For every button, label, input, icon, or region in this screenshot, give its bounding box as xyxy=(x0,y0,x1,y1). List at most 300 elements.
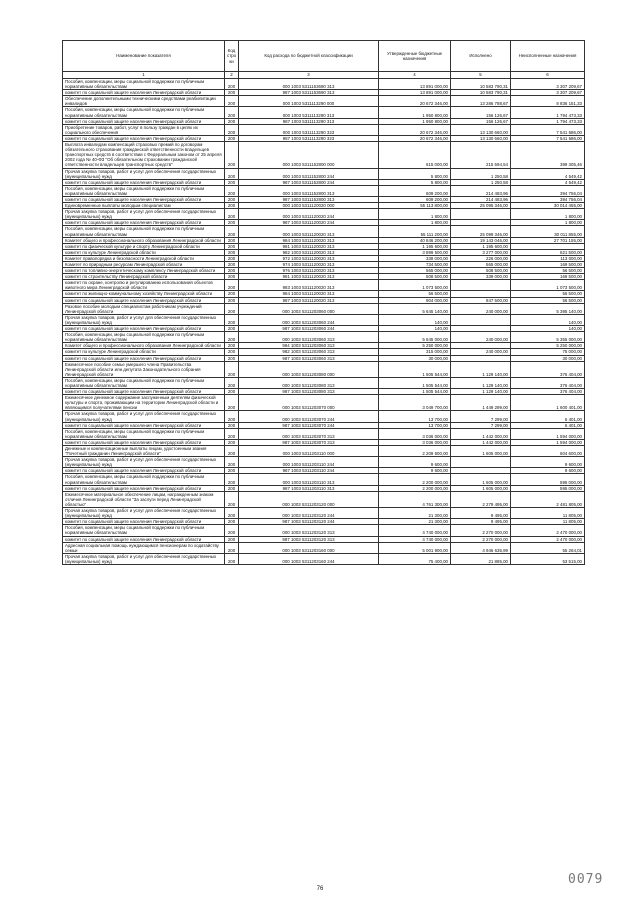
row-remaining: 9 600,00 xyxy=(511,468,585,474)
row-approved: 1 505 544,00 xyxy=(379,377,451,388)
row-name: комитет по социальной защите населения Ленинградской области xyxy=(63,90,225,96)
table-row xyxy=(63,525,585,536)
row-remaining: 595 000,00 xyxy=(511,474,585,485)
row-approved: 508 500,00 xyxy=(379,274,451,280)
row-name: Ежемесячное пособие семье умершего члена Правительства Ленинградской области или депутата Законодательного собрания Ленинградской области xyxy=(63,361,225,377)
row-line-code: 200 xyxy=(225,474,239,485)
row-remaining: 1 800,00 xyxy=(511,220,585,226)
row-executed: 156 126,67 xyxy=(451,107,511,118)
table-row xyxy=(63,274,585,280)
row-name: комитет по топливно-энергетическому комплексу Ленинградской области xyxy=(63,268,225,274)
row-name: Пособия, компенсации, меры социальной поддержки по публичным нормативным обязательствам xyxy=(63,474,225,485)
row-remaining: 1 594 000,00 xyxy=(511,439,585,445)
row-line-code: 200 xyxy=(225,249,239,255)
row-remaining: 8 836 151,33 xyxy=(511,96,585,107)
header-approved: Утвержденные бюджетные назначения xyxy=(379,41,451,72)
row-remaining: 2 470 000,00 xyxy=(511,525,585,536)
row-approved: 40 846 200,00 xyxy=(379,237,451,243)
row-name: комитет по социальной защите населения Ленинградской области xyxy=(63,485,225,491)
row-name: комитет по социальной защите населения Ленинградской области xyxy=(63,422,225,428)
row-name: комитет по социальной защите населения Ленинградской области xyxy=(63,536,225,542)
row-remaining: 399 305,46 xyxy=(511,142,585,168)
row-executed: 25 099 346,00 xyxy=(451,226,511,237)
row-approved: 4 761 300,00 xyxy=(379,491,451,507)
table-row xyxy=(63,209,585,220)
row-line-code: 200 xyxy=(225,90,239,96)
row-remaining: 5 355 000,00 xyxy=(511,332,585,343)
row-budget-code: 987 1003 5311203060 313 xyxy=(239,355,379,361)
row-line-code: 200 xyxy=(225,185,239,196)
row-budget-code: 000 1003 5311152800 244 xyxy=(239,168,379,179)
row-remaining: 4 549,42 xyxy=(511,168,585,179)
row-remaining: 2 470 000,00 xyxy=(511,536,585,542)
row-name: комитет по культуре Ленинградской области xyxy=(63,249,225,255)
row-executed: 508 500,00 xyxy=(451,268,511,274)
row-budget-code: 987 1003 5311120020 313 xyxy=(239,297,379,303)
row-line-code: 200 xyxy=(225,255,239,261)
row-budget-code: 987 1003 5311113290 313 xyxy=(239,118,379,124)
row-name: комитет по социальной защите населения Ленинградской области xyxy=(63,135,225,141)
row-approved: 140,00 xyxy=(379,314,451,325)
row-name: Пособия, компенсации, меры социальной поддержки по публичным нормативным обязательствам xyxy=(63,332,225,343)
row-executed: 1 442 000,00 xyxy=(451,439,511,445)
row-line-code: 200 xyxy=(225,168,239,179)
row-executed: 1 129 140,00 xyxy=(451,389,511,395)
row-remaining: 140,00 xyxy=(511,314,585,325)
row-budget-code: 000 1003 5311152800 000 xyxy=(239,142,379,168)
row-approved: 3 049 700,00 xyxy=(379,395,451,411)
row-executed: 215 594,54 xyxy=(451,142,511,168)
row-approved: 904 000,00 xyxy=(379,297,451,303)
table-row xyxy=(63,508,585,519)
row-name: Ежемесячное материальное обеспечение лицам, награжденным знаком отличия Ленинградской области "За заслуги перед Ленинградской областью" xyxy=(63,491,225,507)
row-line-code: 200 xyxy=(225,291,239,297)
row-line-code: 200 xyxy=(225,542,239,553)
row-executed: 2 270 000,00 xyxy=(451,525,511,536)
row-line-code: 200 xyxy=(225,377,239,388)
table-row xyxy=(63,297,585,303)
row-remaining: 7 541 686,00 xyxy=(511,135,585,141)
row-remaining: 1 794 473,33 xyxy=(511,107,585,118)
row-executed: 1 605 000,00 xyxy=(451,485,511,491)
row-remaining: 3 307 209,67 xyxy=(511,90,585,96)
table-row xyxy=(63,124,585,135)
row-line-code: 200 xyxy=(225,395,239,411)
row-approved: 734 500,00 xyxy=(379,262,451,268)
row-executed xyxy=(451,457,511,468)
row-approved: 5 250 000,00 xyxy=(379,343,451,349)
row-line-code: 200 xyxy=(225,280,239,291)
row-name: Пособия, компенсации, меры социальной поддержки по публичным нормативным обязательствам xyxy=(63,525,225,536)
row-remaining: 53 515,00 xyxy=(511,553,585,564)
row-name: комитет по охране, контролю и регулированию использования объектов животного мира Ленинградской области xyxy=(63,280,225,291)
row-line-code: 200 xyxy=(225,491,239,507)
row-name: Прочая закупка товаров, работ и услуг для обеспечения государственных (муниципальных) нужд xyxy=(63,168,225,179)
row-budget-code: 987 1003 5311120020 244 xyxy=(239,220,379,226)
row-budget-code: 987 1003 5311152800 244 xyxy=(239,179,379,185)
row-executed: 1 449 299,00 xyxy=(451,395,511,411)
row-remaining: 595 000,00 xyxy=(511,485,585,491)
row-executed: 9 495,00 xyxy=(451,519,511,525)
table-row xyxy=(63,303,585,314)
row-executed: 1 129 140,00 xyxy=(451,377,511,388)
row-name: Комитет общего и профессионального образования Ленинградской области xyxy=(63,237,225,243)
row-executed: 13 286 788,67 xyxy=(451,96,511,107)
row-executed: 2 279 495,00 xyxy=(451,491,511,507)
row-approved: 30 000,00 xyxy=(379,355,451,361)
table-row xyxy=(63,268,585,274)
row-name: Пособия, компенсации, меры социальной поддержки по публичным нормативным обязательствам xyxy=(63,377,225,388)
row-line-code: 200 xyxy=(225,361,239,377)
table-row xyxy=(63,553,585,564)
row-line-code: 200 xyxy=(225,118,239,124)
table-row xyxy=(63,118,585,124)
table-row xyxy=(63,262,585,268)
row-name: комитет по социальной защите населения Ленинградской области xyxy=(63,179,225,185)
row-remaining: 6 401,00 xyxy=(511,422,585,428)
row-executed: 10 583 790,31 xyxy=(451,79,511,90)
row-executed: 240 000,00 xyxy=(451,349,511,355)
row-executed: 1 250,58 xyxy=(451,168,511,179)
row-budget-code: 000 1003 5311203070 000 xyxy=(239,395,379,411)
row-budget-code: 000 1003 5311203110 000 xyxy=(239,446,379,457)
row-approved: 55 111 200,00 xyxy=(379,226,451,237)
row-budget-code: 000 1003 5311120020 313 xyxy=(239,226,379,237)
row-approved: 1 800,00 xyxy=(379,209,451,220)
column-index: 1 xyxy=(63,72,225,79)
row-executed: 25 095 346,00 xyxy=(451,203,511,209)
row-name: комитет по социальной защите населения Ленинградской области xyxy=(63,468,225,474)
row-name: Ежемесячное денежное содержание заслуженным деятелям физической культуры и спорта, проживающим на территории Ленинградской области и являющимся получателями пенсии xyxy=(63,395,225,411)
row-line-code: 200 xyxy=(225,220,239,226)
row-line-code: 200 xyxy=(225,355,239,361)
row-name: комитет по культуре Ленинградской области xyxy=(63,349,225,355)
row-budget-code: 000 1003 5311203060 313 xyxy=(239,332,379,343)
row-executed: 2 270 000,00 xyxy=(451,536,511,542)
table-row xyxy=(63,485,585,491)
column-index-row xyxy=(63,72,585,79)
row-approved: 5 800,00 xyxy=(379,168,451,179)
row-name: Пособия, компенсации, меры социальной поддержки по публичным нормативным обязательствам xyxy=(63,226,225,237)
row-line-code: 200 xyxy=(225,196,239,202)
table-row xyxy=(63,542,585,553)
column-index: 5 xyxy=(451,72,511,79)
row-remaining: 394 756,04 xyxy=(511,185,585,196)
row-approved: 5 001 900,00 xyxy=(379,542,451,553)
row-executed: 4 946 635,99 xyxy=(451,542,511,553)
row-executed: 10 583 790,31 xyxy=(451,90,511,96)
table-row xyxy=(63,237,585,243)
row-approved: 20 672 346,00 xyxy=(379,135,451,141)
row-line-code: 200 xyxy=(225,428,239,439)
row-name: Прочая закупка товаров, работ и услуг для обеспечения государственных (муниципальных) нужд xyxy=(63,553,225,564)
row-remaining: 394 756,04 xyxy=(511,196,585,202)
row-approved: 5 645 000,00 xyxy=(379,332,451,343)
table-row xyxy=(63,168,585,179)
row-budget-code: 000 1003 5311203120 000 xyxy=(239,491,379,507)
row-budget-code: 000 1003 5311203120 313 xyxy=(239,525,379,536)
row-budget-code: 982 1003 5311120020 313 xyxy=(239,249,379,255)
row-remaining: 604 600,00 xyxy=(511,446,585,457)
row-budget-code: 984 1003 5311120020 313 xyxy=(239,291,379,297)
table-row xyxy=(63,142,585,168)
row-approved: 13 700,00 xyxy=(379,422,451,428)
row-name: Обеспечение дополнительными техническими средствами реабилитации инвалидов xyxy=(63,96,225,107)
row-executed: 565 000,00 xyxy=(451,262,511,268)
table-row xyxy=(63,428,585,439)
row-name: Комитет по природным ресурсам Ленинградской области xyxy=(63,262,225,268)
row-executed: 1 195 600,00 xyxy=(451,243,511,249)
row-executed: 156 126,67 xyxy=(451,118,511,124)
row-approved: 2 209 600,00 xyxy=(379,446,451,457)
table-header-row xyxy=(63,41,585,72)
row-budget-code: 000 1003 5311203060 000 xyxy=(239,303,379,314)
row-name: комитет по социальной защите населения Ленинградской области xyxy=(63,326,225,332)
row-name: комитет по социальной защите населения Ленинградской области xyxy=(63,118,225,124)
row-name: комитет по социальной защите населения Ленинградской области xyxy=(63,355,225,361)
row-approved: 1 505 544,00 xyxy=(379,361,451,377)
column-index: 2 xyxy=(225,72,239,79)
row-name: Комитет общего и профессионального образования Ленинградской области xyxy=(63,343,225,349)
header-executed: Исполнено xyxy=(451,41,511,72)
row-budget-code: 000 1003 5311203110 313 xyxy=(239,474,379,485)
table-row xyxy=(63,491,585,507)
row-approved: 4 740 000,00 xyxy=(379,525,451,536)
row-remaining: 11 805,00 xyxy=(511,519,585,525)
page-number: 76 xyxy=(316,886,324,892)
row-executed xyxy=(451,314,511,325)
row-budget-code: 000 1003 5311203110 244 xyxy=(239,457,379,468)
row-executed: 240 000,00 xyxy=(451,303,511,314)
table-row xyxy=(63,519,585,525)
row-remaining: 30 014 455,00 xyxy=(511,203,585,209)
row-line-code: 200 xyxy=(225,79,239,90)
row-name: Адресная социальная помощь нуждающимся пенсионерам по ходатайству семьи xyxy=(63,542,225,553)
row-approved: 75 400,00 xyxy=(379,553,451,564)
row-line-code: 200 xyxy=(225,468,239,474)
row-remaining: 30 011 855,00 xyxy=(511,226,585,237)
row-name: Единовременные выплаты молодым специалистам xyxy=(63,203,225,209)
row-approved: 5 800,00 xyxy=(379,179,451,185)
table-row xyxy=(63,203,585,209)
row-executed: 1 605 000,00 xyxy=(451,474,511,485)
row-approved: 609 200,00 xyxy=(379,185,451,196)
row-remaining: 3 307 209,67 xyxy=(511,79,585,90)
column-index: 4 xyxy=(379,72,451,79)
report-page xyxy=(62,40,584,565)
row-approved: 5 645 140,00 xyxy=(379,303,451,314)
row-executed: 21 885,00 xyxy=(451,553,511,564)
row-name: Пособия, компенсации, меры социальной поддержки по публичным нормативным обязательствам xyxy=(63,79,225,90)
row-line-code: 200 xyxy=(225,326,239,332)
row-line-code: 200 xyxy=(225,96,239,107)
row-remaining: 27 701 155,00 xyxy=(511,237,585,243)
row-budget-code: 981 1003 5311120020 313 xyxy=(239,274,379,280)
row-budget-code: 987 1003 5311203120 313 xyxy=(239,536,379,542)
row-approved: 3 036 000,00 xyxy=(379,428,451,439)
row-executed xyxy=(451,209,511,220)
row-executed xyxy=(451,280,511,291)
row-line-code: 200 xyxy=(225,525,239,536)
table-row xyxy=(63,79,585,90)
row-name: Прочая закупка товаров, работ и услуг для обеспечения государственных (муниципальных) нужд xyxy=(63,411,225,422)
row-line-code: 200 xyxy=(225,314,239,325)
row-remaining: 1 794 473,33 xyxy=(511,118,585,124)
table-row xyxy=(63,255,585,261)
row-line-code: 200 xyxy=(225,553,239,564)
row-remaining: 1 073 500,00 xyxy=(511,280,585,291)
row-budget-code: 000 1003 5311152800 313 xyxy=(239,185,379,196)
row-budget-code: 000 1003 5311113290 313 xyxy=(239,107,379,118)
row-executed: 1 129 140,00 xyxy=(451,361,511,377)
row-name: Выплата инвалидам компенсаций страховых премий по договорам обязательного страхования гражданской ответственности владельцев транспортных средств в соответствии с Федеральным законом от 25 апреля 2002 года № 40-ФЗ "Об обязательном страховании гражданской ответственности владельцев транспортных средств" xyxy=(63,142,225,168)
row-executed: 847 500,00 xyxy=(451,297,511,303)
row-budget-code: 000 1003 5311203160 244 xyxy=(239,553,379,564)
row-budget-code: 000 1003 5311203080 313 xyxy=(239,377,379,388)
row-remaining: 1 800,00 xyxy=(511,209,585,220)
row-name: комитет по социальной защите населения Ленинградской области xyxy=(63,220,225,226)
row-remaining: 376 404,00 xyxy=(511,361,585,377)
table-row xyxy=(63,332,585,343)
table-row xyxy=(63,474,585,485)
page-stamp: 0079 xyxy=(568,872,604,887)
table-row xyxy=(63,179,585,185)
row-approved: 1 800,00 xyxy=(379,220,451,226)
row-remaining: 376 404,00 xyxy=(511,377,585,388)
row-budget-code: 987 1003 5311203070 313 xyxy=(239,439,379,445)
row-approved: 2 200 000,00 xyxy=(379,474,451,485)
row-line-code: 200 xyxy=(225,124,239,135)
table-row xyxy=(63,361,585,377)
row-executed: 1 442 000,00 xyxy=(451,428,511,439)
row-budget-code: 000 1003 5311203080 000 xyxy=(239,361,379,377)
table-row xyxy=(63,107,585,118)
row-approved: 9 600,00 xyxy=(379,468,451,474)
row-line-code: 200 xyxy=(225,332,239,343)
row-line-code: 200 xyxy=(225,389,239,395)
row-line-code: 200 xyxy=(225,485,239,491)
row-remaining: 376 404,00 xyxy=(511,389,585,395)
row-approved: 21 300,00 xyxy=(379,508,451,519)
row-budget-code: 972 1003 5311120020 313 xyxy=(239,255,379,261)
row-line-code: 200 xyxy=(225,303,239,314)
row-approved: 9 600,00 xyxy=(379,457,451,468)
table-row xyxy=(63,411,585,422)
row-name: Прочая закупка товаров, работ и услуг для обеспечения государственных (муниципальных) нужд xyxy=(63,314,225,325)
table-row xyxy=(63,457,585,468)
row-approved: 1 950 800,00 xyxy=(379,107,451,118)
row-budget-code: 984 1003 5311120020 313 xyxy=(239,237,379,243)
row-approved: 3 036 000,00 xyxy=(379,439,451,445)
row-name: комитет по социальной защите населения Ленинградской области xyxy=(63,196,225,202)
row-remaining: 9 600,00 xyxy=(511,457,585,468)
row-remaining: 56 500,00 xyxy=(511,297,585,303)
row-line-code: 200 xyxy=(225,237,239,243)
row-line-code: 200 xyxy=(225,422,239,428)
row-line-code: 200 xyxy=(225,411,239,422)
row-name: комитет по социальной защите населения Ленинградской области xyxy=(63,389,225,395)
header-line-code: Код стро ки xyxy=(225,41,239,72)
table-row xyxy=(63,90,585,96)
table-row xyxy=(63,185,585,196)
row-line-code: 200 xyxy=(225,179,239,185)
table-row xyxy=(63,196,585,202)
row-line-code: 200 xyxy=(225,142,239,168)
row-budget-code: 987 1003 5311203060 244 xyxy=(239,326,379,332)
table-body xyxy=(63,72,585,565)
row-approved: 3 899 500,00 xyxy=(379,249,451,255)
row-line-code: 200 xyxy=(225,262,239,268)
table-row xyxy=(63,226,585,237)
row-budget-code: 987 1003 5311203120 244 xyxy=(239,519,379,525)
row-remaining: 169 500,00 xyxy=(511,262,585,268)
row-executed: 214 483,96 xyxy=(451,185,511,196)
row-name: Прочая закупка товаров, работ и услуг для обеспечения государственных (муниципальных) нужд xyxy=(63,209,225,220)
table-row xyxy=(63,280,585,291)
row-approved: 615 000,00 xyxy=(379,142,451,168)
row-approved: 565 000,00 xyxy=(379,268,451,274)
row-line-code: 200 xyxy=(225,268,239,274)
table-row xyxy=(63,439,585,445)
row-executed: 339 000,00 xyxy=(451,274,511,280)
row-executed: 3 277 000,00 xyxy=(451,249,511,255)
row-name: комитет по строительству Ленинградской области xyxy=(63,274,225,280)
row-executed: 1 250,58 xyxy=(451,179,511,185)
header-indicator-name: Наименование показателя xyxy=(63,41,225,72)
header-remaining: Неисполненные назначения xyxy=(511,41,585,72)
row-approved: 13 891 000,00 xyxy=(379,90,451,96)
row-budget-code: 000 1003 5311120020 244 xyxy=(239,209,379,220)
table-row xyxy=(63,96,585,107)
row-remaining: 56 500,00 xyxy=(511,268,585,274)
row-executed: 7 299,00 xyxy=(451,422,511,428)
row-name: комитет по социальной защите населения Ленинградской области xyxy=(63,439,225,445)
row-budget-code: 982 1003 5311203060 313 xyxy=(239,349,379,355)
row-remaining: 621 500,00 xyxy=(511,249,585,255)
column-index: 3 xyxy=(239,72,379,79)
row-line-code: 200 xyxy=(225,243,239,249)
row-budget-code: 987 1003 5311113290 323 xyxy=(239,135,379,141)
row-line-code: 200 xyxy=(225,135,239,141)
table-row xyxy=(63,536,585,542)
row-approved: 13 891 000,00 xyxy=(379,79,451,90)
header-budget-code: Код расхода по бюджетной классификации xyxy=(239,41,379,72)
row-line-code: 200 xyxy=(225,343,239,349)
table-row xyxy=(63,389,585,395)
row-executed: 9 495,00 xyxy=(451,508,511,519)
row-name: Комитет правопорядка и безопасности Ленинградской области xyxy=(63,255,225,261)
row-name: комитет по социальной защите населения Ленинградской области xyxy=(63,519,225,525)
row-approved: 140,00 xyxy=(379,326,451,332)
row-remaining: 6 401,00 xyxy=(511,411,585,422)
row-budget-code: 987 1003 5311153690 313 xyxy=(239,90,379,96)
row-name: Прочая закупка товаров, работ и услуг для обеспечения государственных (муниципальных) нужд xyxy=(63,457,225,468)
row-name: Пособия, компенсации, меры социальной поддержки по публичным нормативным обязательствам xyxy=(63,107,225,118)
row-approved: 1 950 800,00 xyxy=(379,118,451,124)
row-executed: 226 000,00 xyxy=(451,255,511,261)
table-row xyxy=(63,314,585,325)
column-index: 6 xyxy=(511,72,585,79)
row-name: Прочая закупка товаров, работ и услуг для обеспечения государственных (муниципальных) нужд xyxy=(63,508,225,519)
row-budget-code: 000 1003 5311203060 244 xyxy=(239,314,379,325)
row-budget-code: 000 1003 5311203160 000 xyxy=(239,542,379,553)
row-approved: 56 500,00 xyxy=(379,291,451,297)
row-remaining: 75 000,00 xyxy=(511,349,585,355)
row-line-code: 200 xyxy=(225,457,239,468)
row-approved: 21 300,00 xyxy=(379,519,451,525)
row-name: комитет по физической культуре и спорту Ленинградской области xyxy=(63,243,225,249)
table-row xyxy=(63,135,585,141)
